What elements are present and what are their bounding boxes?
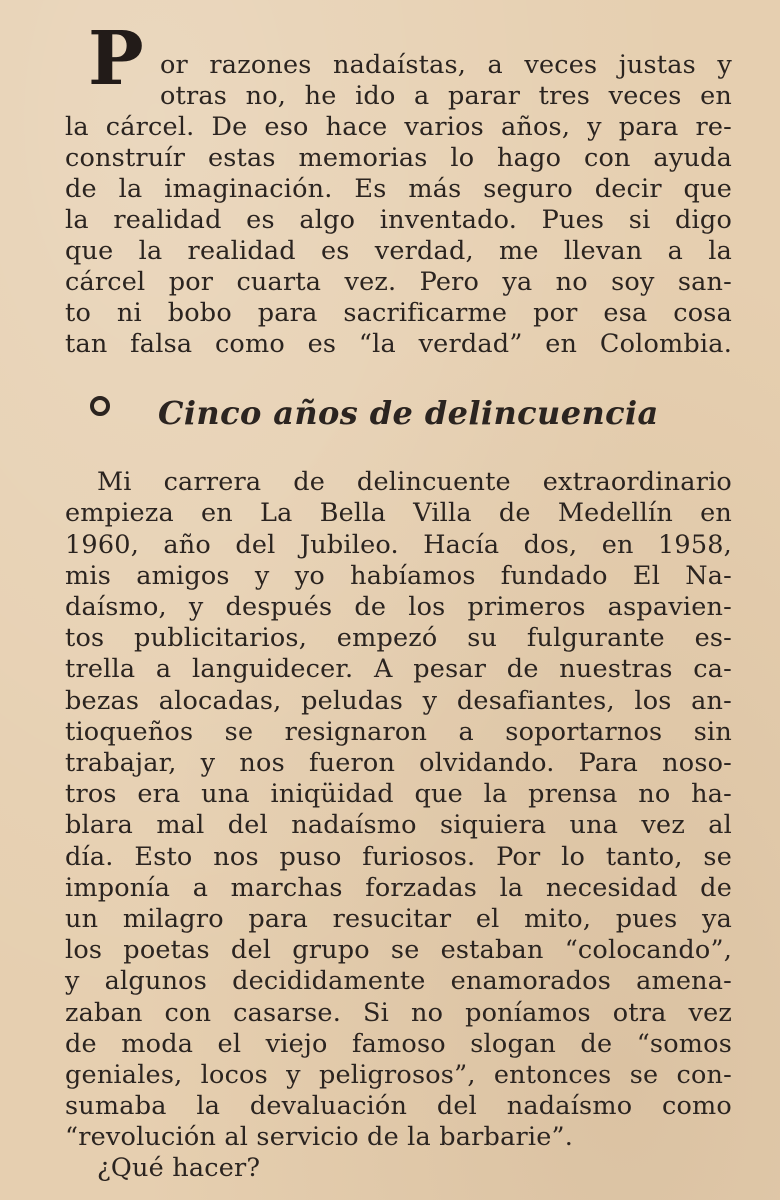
body-line: geniales, locos y peligrosos”, entonces se con-	[65, 1060, 732, 1090]
body-line: y algunos decididamente enamorados amena-	[65, 966, 732, 996]
intro-line: cárcel por cuarta vez. Pero ya no soy san-	[65, 267, 732, 297]
body-line: Mi carrera de delincuente extraordinario	[97, 467, 732, 497]
body-line: mis amigos y yo habíamos fundado El Na-	[65, 561, 732, 591]
body-line: tioqueños se resignaron a soportarnos sin	[65, 717, 732, 747]
intro-line: la cárcel. De eso hace varios años, y para re-	[65, 112, 732, 142]
body-line: trabajar, y nos fueron olvidando. Para noso-	[65, 748, 732, 778]
intro-line: la realidad es algo inventado. Pues si digo	[65, 205, 732, 235]
body-line: tos publicitarios, empezó su fulgurante es-	[65, 623, 732, 653]
body-line: los poetas del grupo se estaban “colocando”,	[65, 935, 732, 965]
body-line: un milagro para resucitar el mito, pues ya	[65, 904, 732, 934]
body-line: empieza en La Bella Villa de Medellín en	[65, 498, 732, 528]
body-line: 1960, año del Jubileo. Hacía dos, en 1958,	[65, 530, 732, 560]
body-line: tros era una iniqüidad que la prensa no ha-	[65, 779, 732, 809]
intro-line: to ni bobo para sacrificarme por esa cosa	[65, 298, 732, 328]
intro-line: que la realidad es verdad, me llevan a la	[65, 236, 732, 266]
section-heading: Cinco años de delincuencia	[158, 394, 659, 432]
intro-line: or razones nadaístas, a veces justas y	[160, 50, 732, 80]
drop-cap: P	[88, 16, 144, 102]
body-line: zaban con casarse. Si no poníamos otra vez	[65, 998, 732, 1028]
body-line: bezas alocadas, peludas y desafiantes, los an-	[65, 686, 732, 716]
body-line: ¿Qué hacer?	[97, 1153, 261, 1183]
body-line: día. Esto nos puso furiosos. Por lo tanto, se	[65, 842, 732, 872]
body-line: imponía a marchas forzadas la necesidad de	[65, 873, 732, 903]
intro-line: tan falsa como es “la verdad” en Colombia.	[65, 329, 732, 359]
body-line: blara mal del nadaísmo siquiera una vez al	[65, 810, 732, 840]
body-line: sumaba la devaluación del nadaísmo como	[65, 1091, 732, 1121]
intro-line: otras no, he ido a parar tres veces en	[160, 81, 732, 111]
intro-line: de la imaginación. Es más seguro decir que	[65, 174, 732, 204]
body-line: de moda el viejo famoso slogan de “somos	[65, 1029, 732, 1059]
body-line: trella a languidecer. A pesar de nuestras ca-	[65, 654, 732, 684]
body-line: “revolución al servicio de la barbarie”.	[65, 1122, 574, 1152]
section-bullet-icon	[90, 396, 110, 416]
body-line: daísmo, y después de los primeros aspavien-	[65, 592, 732, 622]
intro-line: construír estas memorias lo hago con ayuda	[65, 143, 732, 173]
